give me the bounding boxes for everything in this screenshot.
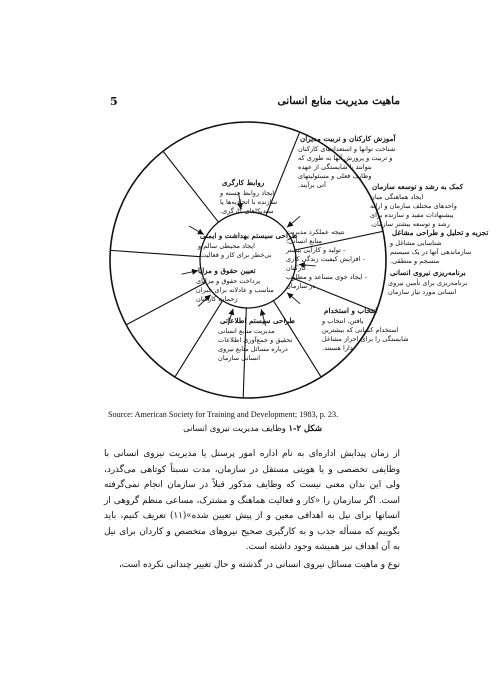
segment-text: یافتن، انتخاب و [322,317,364,325]
center-text: کارکنان [286,264,307,272]
segment-text: بی‌خطر برای کار و فعالیت. [198,251,272,259]
segment-title: تجزیه و تحلیل و طراحی مشاغل [392,228,489,237]
segment-text: ایجاد هماهنگی میان [370,193,424,201]
segment-text: شناخت توانها و استعدادهای کارکنان [298,145,396,153]
segment-text: سندیکاهای کارگری. [220,207,274,215]
segment-title: برنامه‌ریزی نیروی انسانی [390,268,466,277]
segment-text: رشد و توسعه بیشتر سازمان. [370,220,450,228]
segment-text: تحقیق و جمع‌آوری اطلاعات [218,336,293,344]
segment-text: واحدهای مختلف سازمان و ارائه [370,202,457,210]
paragraph: نوع و ماهیت مسائل نیروی انسانی در گذشته و حال تغییر چندانی نکرده است، [118,559,400,570]
segment-text: و تربیت و پرورش آنها به طوری که [298,154,393,162]
segment-title: تعیین حقوق و مزایا [198,266,256,275]
wheel-divider [175,301,223,377]
segment-text: مدیریت منابع انسانی [218,327,275,335]
arrow-head [260,309,266,316]
segment-text: وظایف فعلی و مسئولیتهای [298,172,372,180]
wheel-divider [163,151,218,222]
segment-title: کمک به رشد و توسعه سازمان [372,182,464,191]
segment-title: روابط کارگری [222,178,265,187]
segment-text: برنامه‌ریزی برای تأمین نیروی [388,279,468,287]
paragraph: از زمان پیدایش اداره‌ای به نام اداره امور پرسنل یا مدیریت نیروی انسانی با وظایفی تخصصی و یا هویتی مستقل در سازمان، مدت نسبتاً کوتاهی می‌گذرد، ولی این بدان معنی نیست که وظایف مذکور قبلاً در سازمان انجام نمی‌گرفته است. اگر سازمان را «کار و فعالیت هماهنگ و مشترک، مساعی منظم گروهی از انسانها برای نیل به اهدافی معین و از پیش تعیین شده»(۱۱) تعریف کنیم، باید بگوییم که مسأله جذب و به کارگیری صحیح نیروهای متخصص و کاردان برای نیل به آن اهداف نیز همیشه وجود داشته است. [104,449,400,552]
segment-text: شایستگی را برای احراز مشاغل [322,335,409,343]
center-text: - ایجاد جوی مساعد و مطلوب [286,273,367,281]
segment-title: انتخاب و استخدام [324,306,378,315]
segment-title: آموزش کارکنان و تربیت مدیران [300,134,396,143]
segment-text: انسانی سازمان [218,354,261,362]
center-text: منابع انسانی: [286,237,323,245]
segment-text: بتوانند با شایستگی از عهده [298,163,372,171]
body-text [104,447,400,573]
figure-caption [105,423,400,433]
segment-text: درباره مسائل منابع نیروی [218,345,288,353]
segment-text: انسانی مورد نیاز سازمان [388,288,457,296]
arrow-head [228,309,234,316]
segment-text: پرداخت حقوق و مزایای [196,277,261,285]
segment-text: شناسایی مشاغل و [390,239,442,247]
segment-text: دارا هستند. [322,344,353,352]
segment-text: ایجاد روابط حسنه و [220,189,275,197]
segment-text: زحمات کارکنان [196,295,238,303]
segment-text: سازنده با اتحادیه‌ها یا [220,198,278,206]
segment-text: استخدام کسانی که بیشترین [322,326,399,334]
wheel-divider [126,283,205,325]
hr-functions-wheel [100,115,489,407]
wheel-divider [110,250,200,256]
segment-text: پیشنهادات مفید و سازنده برای [370,211,454,219]
running-title: ماهیت مدیریت منابع انسانی [277,95,400,107]
segment-title: طراحی سیستم اطلاعاتی [220,316,296,325]
center-text: نتیجه عملکرد مدیریت [286,228,345,236]
segment-text: سازماندهی آنها در یک سیستم [390,248,472,256]
figure-label: شکل ۲-۱ [288,423,322,433]
segment-text: ایجاد محیطی سالم و [198,242,255,250]
segment-text: مناسب و عادلانه برای جبران [196,286,274,294]
center-text: در سازمان [286,282,316,290]
segment-text: آتی برآیند. [298,181,326,189]
center-text: - افزایش کیفیت زندگی کاری [286,255,365,263]
page-number: 5 [110,94,118,108]
center-text: - تولید و کارآیی بیشتر [286,246,346,254]
figure-source: Source: American Society for Training and Development; 1983, p. 23. [108,410,339,419]
segment-text: منسجم و منطقی. [390,257,440,265]
running-header [110,92,400,110]
figure-title: وظایف مدیریت نیروی انسانی [183,423,286,433]
segment-title: طراحی سیستم بهداشت و ایمنی [200,231,298,240]
